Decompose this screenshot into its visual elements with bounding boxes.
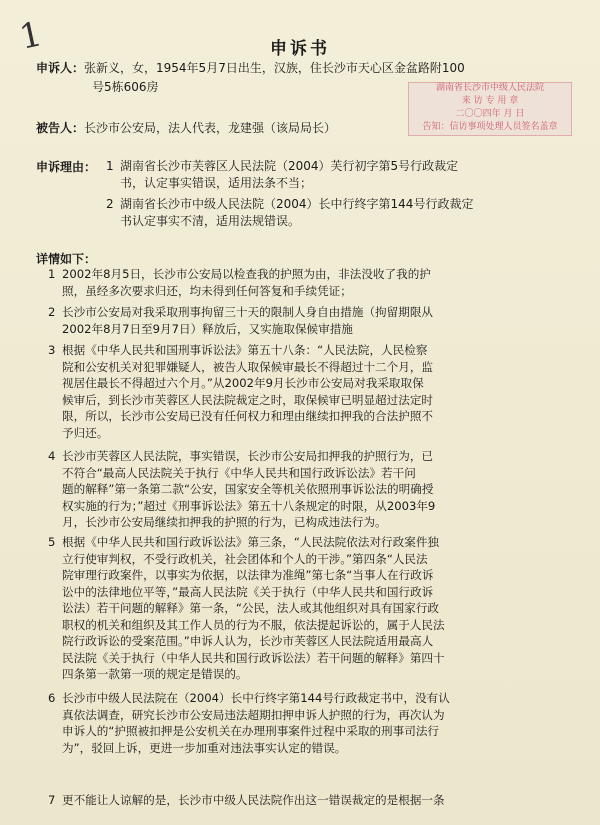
detail-line: 讼法）若干问题的解释》第一条，“公民，法人或其他组织对具有国家行政 [62, 601, 440, 615]
ground-number: 2 [106, 197, 114, 211]
stamp-line: 湖南省长沙市中级人民法院 [435, 83, 544, 93]
detail-line: 职权的机关和组织及其工作人员的行为不服，依法提起诉讼的，属于人民法 [62, 617, 445, 632]
detail-number: 7 [48, 793, 56, 807]
document-title: 申诉书 [270, 39, 330, 59]
grounds-label: 申诉理由： [36, 160, 97, 174]
detail-line: 视居住最长不得超过六个月。”从2002年9月长沙市公安局对我采取取保 [62, 376, 424, 390]
detail-line: 予归还。 [62, 425, 109, 440]
detail-item-3 [48, 342, 572, 441]
detail-line: 月，长沙市公安局继续扣押我的护照的行为，已构成违法行为。 [62, 515, 387, 529]
court-stamp [408, 82, 572, 136]
ground-number: 1 [106, 159, 114, 173]
detail-item-5 [48, 534, 572, 683]
appellant-line-1 [36, 60, 465, 77]
detail-line: 根据《中华人民共和国刑事诉讼法》第五十八条：“人民法院，人民检察 [62, 343, 428, 357]
detail-number: 2 [48, 305, 56, 319]
detail-line: 更不能让人谅解的是，长沙市中级人民法院作出这一错误裁定的是根据一条 [62, 793, 445, 807]
detail-line: 题的解释”第一条第二款“公安，国家安全等机关依照刑事诉讼法的明确授 [62, 482, 434, 496]
detail-line: 权实施的行为；”超过《刑事诉讼法》第五十八条规定的时限，从2003年9 [62, 498, 436, 513]
appellant-info-1: 张新义，女，1954年5月7日出生，汉族，住长沙市天心区金盆路附100 [84, 61, 465, 75]
detail-line: 民法院《关于执行（中华人民共和国行政诉讼法）若干问题的解释》第四十 [62, 650, 445, 665]
detail-line: 立行使审判权，不受行政机关，社会团体和个人的干涉。”第四条“人民法 [62, 551, 428, 566]
detail-item-4 [48, 448, 572, 531]
detail-line: 限，所以，长沙市公安局已没有任何权力和理由继续扣押我的合法护照不 [62, 409, 434, 423]
detail-item-7 [48, 792, 572, 809]
detail-line: 长沙市芙蓉区人民法院，事实错误，长沙市公安局扣押我的护照行为，已 [62, 449, 434, 463]
appellant-info-2: 号5栋606房 [92, 80, 159, 94]
detail-line: 讼中的法律地位平等，”最高人民法院《关于执行（中华人民共和国行政诉 [62, 584, 434, 599]
details-label: 详情如下： [36, 252, 97, 266]
ground-item-1 [106, 158, 458, 192]
ground-text: 湖南省长沙市芙蓉区人民法院（2004）芙行初字第5号行政裁定 [120, 159, 459, 173]
handwritten-mark: 1 [16, 14, 46, 58]
detail-number: 4 [48, 449, 56, 463]
detail-item-1 [48, 266, 572, 299]
detail-line: 根据《中华人民共和国行政诉讼法》第三条，“人民法院依法对行政案件独 [62, 535, 440, 549]
respondent-line [36, 120, 336, 137]
detail-line: 真依法调查，研究长沙市公安局违法超期扣押申诉人护照的行为，再次认为 [62, 707, 445, 722]
stamp-line: 来 访 专 用 章 [461, 96, 519, 106]
detail-number: 5 [48, 535, 56, 549]
stamp-line: 二〇〇四年 月 日 [455, 109, 525, 119]
stamp-line: 告知：信访事项处理人员签名盖章 [422, 122, 558, 132]
respondent-label: 被告人： [36, 121, 85, 135]
ground-text: 湖南省长沙市中级人民法院（2004）长中行终字第144号行政裁定 [120, 197, 474, 211]
appellant-label: 申诉人： [36, 61, 85, 75]
detail-line: 照，虽经多次要求归还，均未得到任何答复和手续凭证； [62, 283, 352, 298]
detail-line: 候审后，到长沙市芙蓉区人民法院裁定之时，取保候审已明显超过法定时 [62, 392, 434, 407]
detail-line: 不符合“最高人民法院关于执行《中华人民共和国行政诉讼法》若干问 [62, 465, 416, 480]
detail-line: 院审理行政案件，以事实为依据，以法律为准绳”第七条“当事人在行政诉 [62, 568, 434, 582]
detail-item-6 [48, 690, 572, 756]
detail-line: 长沙市中级人民法院在（2004）长中行终字第144号行政裁定书中，没有认 [62, 691, 450, 705]
detail-line: 为”，驳回上诉，更进一步加重对违法事实认定的错误。 [62, 740, 347, 755]
detail-line: 2002年8月5日，长沙市公安局以检查我的护照为由，非法没收了我的护 [62, 267, 431, 281]
ground-text: 书认定事实不清，适用法规错误。 [120, 214, 301, 228]
detail-line: 2002年8月7日至9月7日）释放后，又实施取保候审措施 [62, 321, 353, 336]
detail-line: 申诉人的“护照被扣押是公安机关在办理刑事案件过程中采取的刑事司法行 [62, 724, 440, 738]
ground-text: 书，认定事实错误，适用法条不当； [120, 176, 313, 190]
detail-number: 3 [48, 343, 56, 357]
respondent-info: 长沙市公安局，法人代表，龙建强（该局局长） [84, 121, 337, 135]
ground-item-2 [106, 196, 473, 230]
detail-item-2 [48, 304, 572, 337]
detail-line: 院和公安机关对犯罪嫌疑人，被告人取保候审最长不得超过十二个月，监 [62, 359, 434, 374]
detail-number: 6 [48, 691, 56, 705]
detail-line: 四条第一款第一项的规定是错误的。 [62, 667, 248, 681]
detail-line: 长沙市公安局对我采取刑事拘留三十天的限制人身自由措施（拘留期限从 [62, 305, 434, 319]
detail-number: 1 [48, 267, 56, 281]
detail-line: 院行政诉讼的受案范围。”申诉人认为，长沙市芙蓉区人民法院适用最高人 [62, 634, 434, 648]
